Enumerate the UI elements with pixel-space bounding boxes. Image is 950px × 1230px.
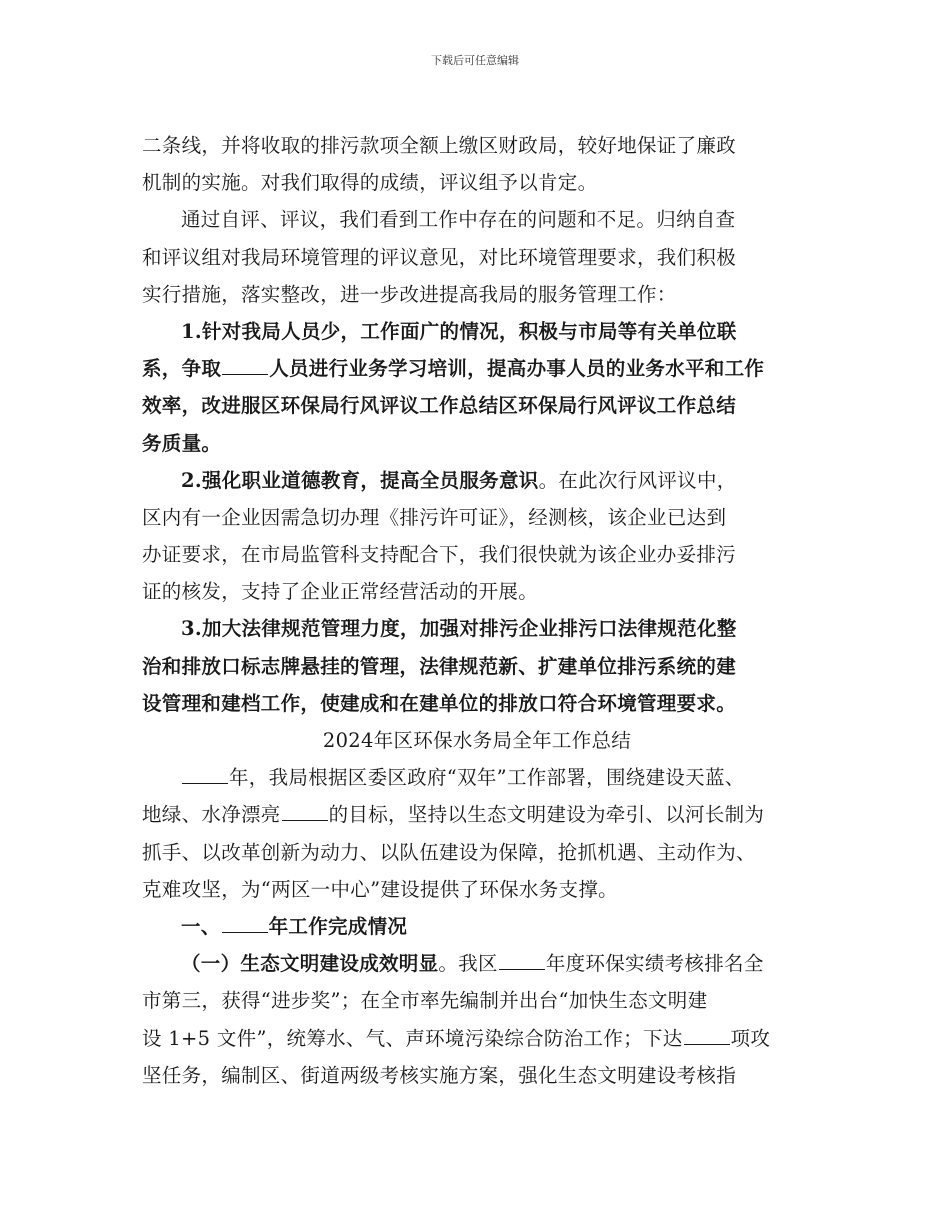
text-line: 1.针对我局人员少，工作面广的情况，积极与市局等有关单位联 [181, 319, 737, 343]
text-span: 的目标，坚持以生态文明建设为牵引、以河长制为 [328, 803, 765, 827]
fill-blank [222, 910, 268, 933]
text-line: 效率，改进服区环保局行风评议工作总结区环保局行风评议工作总结 [142, 394, 737, 418]
text-span: 人员进行业务学习培训，提高办事人员的业务水平和工作 [269, 357, 765, 381]
text-span: 一、 [181, 914, 221, 938]
text-span: 2.强化职业道德教育，提高全员服务意识 [181, 468, 539, 492]
text-line: 市第三，获得“进步奖”；在全市率先编制并出台“加快生态文明建 [142, 989, 708, 1013]
text-line: 机制的实施。对我们取得的成绩，评议组予以肯定。 [142, 171, 598, 195]
text-span: 年度环保实绩考核排名全 [545, 952, 764, 976]
page-header-note: 下载后可任意编辑 [431, 54, 519, 67]
text-line [142, 945, 812, 982]
text-span: 系，争取 [142, 357, 222, 381]
fill-blank [684, 1022, 730, 1045]
section-title: 2024年区环保水务局全年工作总结 [322, 729, 632, 752]
text-line: 坚任务，编制区、街道两级考核实施方案，强化生态文明建设考核指 [142, 1063, 737, 1087]
text-line [142, 350, 812, 387]
section-heading [142, 908, 812, 945]
text-line: 克难攻坚，为“两区一中心”建设提供了环保水务支撑。 [142, 877, 618, 901]
text-line [142, 1020, 812, 1057]
text-line: 区内有一企业因需急切办理《排污许可证》，经测核，该企业已达到 [142, 505, 727, 529]
fill-blank [182, 761, 228, 784]
text-line: 二条线，并将收取的排污款项全额上缴区财政局，较好地保证了廉政 [142, 134, 737, 157]
text-span: 。我区 [438, 952, 498, 976]
text-line: 证的核发，支持了企业正常经营活动的开展。 [142, 580, 539, 604]
text-span: （一）生态文明建设成效明显 [181, 952, 439, 976]
text-line [142, 759, 812, 796]
fill-blank [282, 798, 328, 821]
text-span: 地绿、水净漂亮 [142, 803, 281, 827]
text-line: 设管理和建档工作，使建成和在建单位的排放口符合环境管理要求。 [142, 691, 737, 715]
text-line: 通过自评、评议，我们看到工作中存在的问题和不足。归纳自查 [181, 208, 736, 232]
text-span: 设 1+5 文件”，统筹水、气、声环境污染综合防治工作；下达 [142, 1026, 683, 1050]
text-line: 3.加大法律规范管理力度，加强对排污企业排污口法律规范化整 [181, 617, 737, 641]
text-line [142, 796, 812, 833]
text-span: 年，我局根据区委区政府“双年”工作部署，围绕建设天蓝、 [229, 766, 745, 790]
text-span: 年工作完成情况 [268, 914, 408, 938]
text-line [142, 462, 812, 499]
text-line: 治和排放口标志牌悬挂的管理，法律规范新、扩建单位排污系统的建 [142, 654, 737, 678]
text-span: 。在此次行风评议中， [538, 468, 737, 492]
text-line: 办证要求，在市局监管科支持配合下，我们很快就为该企业办妥排污 [142, 543, 737, 567]
document-body [142, 127, 812, 1094]
text-line: 实行措施，落实整改，进一步改进提高我局的服务管理工作： [142, 282, 677, 306]
text-line: 抓手、以改革创新为动力、以队伍建设为保障，抢抓机遇、主动作为、 [142, 840, 756, 864]
fill-blank [499, 947, 545, 970]
text-line: 务质量。 [142, 431, 222, 455]
fill-blank [222, 352, 268, 375]
text-line: 和评议组对我局环境管理的评议意见，对比环境管理要求，我们积极 [142, 245, 737, 269]
text-span: 项攻 [730, 1026, 771, 1050]
